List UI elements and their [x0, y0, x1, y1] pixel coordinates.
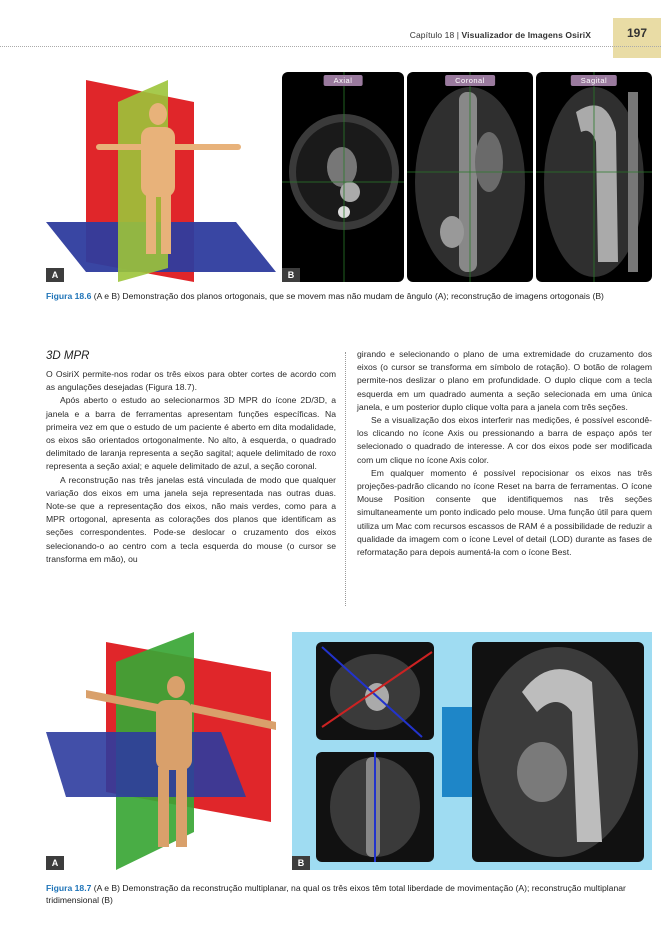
figure-18-7-caption-text: (A e B) Demonstração da reconstrução multiplanar, na qual os três eixos têm total liberdade de movimentação (A); reconstrução multiplanar tridimensional (B): [46, 883, 626, 905]
figure-18-7-panel-b: [292, 632, 652, 870]
coronal-tag: Coronal: [445, 75, 495, 86]
orthogonal-planes-illustration: [46, 72, 276, 282]
axial-ct-image: [282, 72, 404, 282]
figure-18-6-axial: [282, 72, 404, 282]
right-column: [357, 348, 652, 559]
page-number: 197: [613, 18, 661, 58]
left-paragraph: O OsiriX permite-nos rodar os três eixos para obter cortes de acordo com as angulações desejadas (Figura 18.7).: [46, 369, 336, 393]
section-title: 3D MPR: [46, 350, 90, 362]
header-rule: [0, 46, 661, 47]
axial-tag: Axial: [324, 75, 363, 86]
coronal-ct-image: [407, 72, 533, 282]
figure-18-7-label: Figura 18.7: [46, 883, 92, 893]
right-paragraph: Se a visualização dos eixos interferir nas medições, é possível escondê-los clicando no ícone Axis ou pressionando a barra de espaço após ter selecionado o quadrado de interesse. A cor dos eixos pode ser modificada com um clique no ícone Axis color.: [357, 415, 652, 465]
sagittal-ct-image: [536, 72, 652, 282]
panel-b-label: B: [282, 268, 300, 282]
running-header: Capítulo 18 | Visualizador de Imagens OsiriX: [409, 30, 591, 40]
right-paragraph: Em qualquer momento é possível repocisionar os eixos nas três projeções-padrão clicando no ícone Reset na barra de ferramentas. O ícone Mouse Position consente que identifiquemos nas três seções simultaneamente um ponto indicado pelo mouse. Uma função útil para quem utiliza um Mac com recursos escassos de RAM é a possibilidade de reduzir a qualidade da imagem com o ícone Level of detail (LOD) durante as fases de reformatação para depois aumentá-la com o ícone Best.: [357, 467, 652, 558]
left-paragraph: Após aberto o estudo ao selecionarmos 3D MPR do ícone 2D/3D, a janela e a barra de ferramentas apresentam funções específicas. Na primeira vez em que o estudo de um paciente é aberto em dita modalidade, os eixos são orientados ortogonalmente. No alto, à esquerda, o quadrado delimitado de laranja representa a seção sagital; aquele delimitado de roxo representa a seção axial; e aquele delimitado de azul, a seção coronal.: [46, 395, 336, 472]
left-paragraph: A reconstrução nas três janelas está vinculada de modo que qualquer variação dos eixos em uma janela seja representada nas outras duas. Note-se que a representação dos eixos, não mais verdes, como para a MPR ortogonal, apresenta as colorações dos planos que identificam as seções correspondentes. Pode-se deslocar o cruzamento dos eixos selecionando-o ao centro com a tecla esquerda do mouse (o cursor se transforma em mão), ou: [46, 474, 336, 564]
left-column: [46, 368, 336, 566]
panel-a-label: A: [46, 856, 64, 870]
multiplanar-planes-illustration: [46, 632, 286, 870]
figure-18-7-caption: [46, 882, 652, 906]
figure-18-6-sagittal: [536, 72, 652, 282]
figure-18-6-label: Figura 18.6: [46, 291, 92, 301]
figure-18-6-caption-text: (A e B) Demonstração dos planos ortogonais, que se movem mas não mudam de ângulo (A); reconstrução de imagens ortogonais (B): [91, 291, 604, 301]
right-paragraph: girando e selecionando o plano de uma extremidade do cruzamento dos eixos (o cursor se transforma em símbolo de rotação). O botão de rolagem permite-nos deslizar o plano em profundidade. O duplo clique com a tecla esquerda em um quadrado aumenta a seção selecionada em uma única janela, e um posterior duplo clique volta para a janela com três seções.: [357, 349, 652, 412]
figure-18-6-panel-a: [46, 72, 276, 282]
figure-18-6-coronal: [407, 72, 533, 282]
column-divider: [345, 352, 346, 606]
figure-18-6-caption: [46, 290, 652, 302]
sagittal-tag: Sagital: [571, 75, 617, 86]
figure-18-7-panel-a: [46, 632, 286, 870]
panel-b-label: B: [292, 856, 310, 870]
panel-a-label: A: [46, 268, 64, 282]
header-chapter: Capítulo 18: [409, 30, 455, 40]
mpr-3d-illustration: [292, 632, 652, 870]
header-title: Visualizador de Imagens OsiriX: [461, 30, 591, 40]
